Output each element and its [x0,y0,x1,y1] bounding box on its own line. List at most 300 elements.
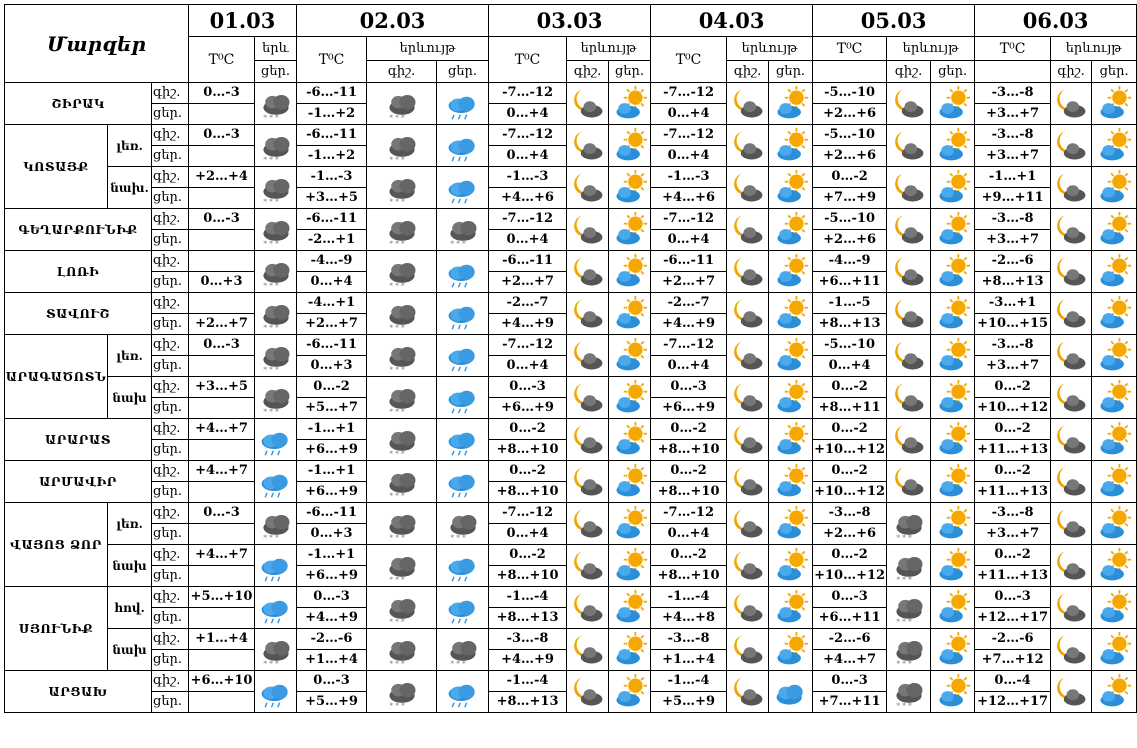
temp-day: +5…+9 [297,692,367,713]
day-label: ցեր. [152,356,189,377]
moon-cloud-icon [567,671,609,713]
moon-cloud-icon [887,293,931,335]
temp-header: T⁰C [297,37,367,83]
temp-day [189,608,255,629]
moon-cloud-icon [887,335,931,377]
subregion-label: հով. [108,587,152,629]
moon-cloud-icon [567,503,609,545]
region-row [5,167,1137,188]
temp-day: +10…+12 [975,398,1051,419]
sun-cloud-icon [769,167,813,209]
svg-text:* * *: * * * [449,238,466,248]
temp-night: +4…+7 [189,545,255,566]
temp-day: +8…+13 [489,692,567,713]
day-label: ցեր. [152,524,189,545]
region-row [5,125,1137,146]
day-label: ցեր. [152,482,189,503]
sun-cloud-icon [1092,125,1137,167]
temp-day: -1…+2 [297,146,367,167]
svg-text:* * *: * * * [895,658,912,668]
sun-cloud-icon [1092,461,1137,503]
temp-night: -2…-7 [489,293,567,314]
sun-cloud-icon [609,209,651,251]
sun-cloud-icon [609,503,651,545]
temp-day: +2…+6 [813,524,887,545]
temp-night: 0…-3 [651,377,727,398]
day-label: ցեր. [152,692,189,713]
temp-night: 0…-3 [489,377,567,398]
snow-icon [437,503,489,545]
temp-day: +3…+7 [975,104,1051,125]
phenomena-header: երևույթ [367,37,489,61]
sun-cloud-icon [1092,587,1137,629]
temp-day: +5…+7 [297,398,367,419]
temp-night: 0…-3 [813,587,887,608]
night-header: գիշ. [727,61,769,83]
sun-cloud-icon [931,671,975,713]
temp-day [189,104,255,125]
temp-day: +10…+12 [813,440,887,461]
moon-cloud-icon [727,167,769,209]
rain-icon [437,461,489,503]
temp-night: -1…+1 [975,167,1051,188]
temp-day: +8…+10 [651,440,727,461]
temp-day: 0…+4 [297,272,367,293]
moon-cloud-icon [727,419,769,461]
sun-cloud-icon [769,335,813,377]
moon-cloud-icon [1051,419,1092,461]
temp-header: T⁰C [813,37,887,61]
temp-day: +3…+7 [975,356,1051,377]
temp-day: 0…+4 [651,230,727,251]
sun-cloud-icon [609,167,651,209]
moon-cloud-icon [1051,83,1092,125]
temp-night: -3…-8 [975,503,1051,524]
temp-day: +5…+9 [651,692,727,713]
temp-day: +11…+13 [975,440,1051,461]
temp-day: 0…+4 [489,146,567,167]
night-label: գիշ. [152,461,189,482]
temp-night [189,251,255,272]
night-header: գիշ. [1051,61,1092,83]
sun-cloud-icon [769,629,813,671]
region-row [5,503,1137,524]
temp-day: 0…+4 [651,146,727,167]
temp-day: 0…+3 [297,524,367,545]
region-row [5,671,1137,692]
moon-cloud-icon [567,125,609,167]
svg-text:* * *: * * * [262,406,279,416]
sun-cloud-icon [769,83,813,125]
night-header: գիշ. [567,61,609,83]
sun-cloud-icon [1092,167,1137,209]
subregion-label: լեռ. [108,125,152,167]
moon-cloud-icon [887,251,931,293]
moon-cloud-icon [887,209,931,251]
rain-icon [437,167,489,209]
temp-day: 0…+4 [651,104,727,125]
rain-icon [437,671,489,713]
moon-cloud-icon [727,83,769,125]
sun-cloud-icon [1092,545,1137,587]
sun-cloud-icon [931,587,975,629]
temp-day: +2…+6 [813,104,887,125]
temp-night: -3…-8 [975,335,1051,356]
temp-day: +6…+9 [297,482,367,503]
sun-cloud-icon [769,461,813,503]
svg-text:* * *: * * * [262,112,279,122]
temp-night: 0…-2 [489,419,567,440]
temp-day: 0…+4 [651,356,727,377]
temp-day: +4…+9 [489,314,567,335]
subregion-label: նախ. [108,167,152,209]
temp-day: 0…+4 [489,104,567,125]
date-1: 01.03 [189,5,297,37]
svg-text:* * *: * * * [388,406,405,416]
sun-cloud-icon [769,503,813,545]
temp-night: -1…-4 [651,671,727,692]
snow-icon [367,83,437,125]
snow-icon [255,167,297,209]
svg-text:* * *: * * * [262,196,279,206]
sun-cloud-icon [769,545,813,587]
rain-icon [437,83,489,125]
sun-cloud-icon [609,293,651,335]
moon-cloud-icon [1051,125,1092,167]
temp-day [189,566,255,587]
moon-cloud-icon [1051,209,1092,251]
region-row [5,419,1137,440]
temp-night: -2…-6 [813,629,887,650]
snow-icon [367,293,437,335]
temp-day: +10…+12 [813,566,887,587]
sun-cloud-icon [931,125,975,167]
moon-cloud-icon [1051,293,1092,335]
day-label: ցեր. [152,398,189,419]
region-row [5,83,1137,104]
svg-text:* * *: * * * [895,616,912,626]
temp-night: -3…-8 [651,629,727,650]
temp-night: -2…-6 [975,629,1051,650]
temp-night: 0…-2 [975,377,1051,398]
sun-cloud-icon [1092,671,1137,713]
sun-cloud-icon [1092,209,1137,251]
temp-night: 0…-3 [189,125,255,146]
night-label: գիշ. [152,545,189,566]
day-header: ցեր. [255,61,297,83]
rain-icon [437,587,489,629]
region-row [5,293,1137,314]
moon-cloud-icon [727,545,769,587]
temp-day: 0…+4 [813,356,887,377]
temp-night: 0…-4 [975,671,1051,692]
temp-night: -6…-11 [297,83,367,104]
temp-night: 0…-2 [489,461,567,482]
night-label: գիշ. [152,587,189,608]
svg-text:* * *: * * * [388,532,405,542]
phenomena-header: երևույթ [1051,37,1137,61]
moon-cloud-icon [567,251,609,293]
temp-day: +2…+6 [813,146,887,167]
day-label: ցեր. [152,146,189,167]
date-2: 02.03 [297,5,489,37]
moon-cloud-icon [567,419,609,461]
forecast-table [4,4,1137,713]
moon-cloud-icon [1051,587,1092,629]
sun-cloud-icon [1092,419,1137,461]
snow-icon [255,629,297,671]
moon-cloud-icon [727,209,769,251]
region-name: ԼՈՌԻ [5,251,152,293]
temp-night: 0…-2 [813,461,887,482]
svg-text:* * *: * * * [388,154,405,164]
temp-night: -3…-8 [975,83,1051,104]
temp-day: +6…+9 [489,398,567,419]
temp-night: +4…+7 [189,419,255,440]
moon-cloud-icon [887,377,931,419]
temp-day: +4…+6 [651,188,727,209]
rain-icon [437,335,489,377]
svg-text:* * *: * * * [388,196,405,206]
subregion-label: լեռ. [108,335,152,377]
sun-cloud-icon [931,293,975,335]
moon-cloud-icon [727,671,769,713]
moon-cloud-icon [887,83,931,125]
night-label: գիշ. [152,503,189,524]
svg-text:* * *: * * * [388,238,405,248]
moon-cloud-icon [567,167,609,209]
day-label: ցեր. [152,272,189,293]
temp-day: +8…+13 [813,314,887,335]
temp-night: -2…-7 [651,293,727,314]
rain-icon [255,419,297,461]
temp-night: 0…-3 [975,587,1051,608]
temp-night: -7…-12 [651,503,727,524]
sun-cloud-icon [931,209,975,251]
snow-icon [255,251,297,293]
sun-cloud-icon [609,377,651,419]
moon-cloud-icon [567,377,609,419]
region-name: ՇԻՐԱԿ [5,83,152,125]
temp-night: -4…-9 [813,251,887,272]
snow-icon [367,503,437,545]
temp-day: +3…+7 [975,146,1051,167]
moon-cloud-icon [727,125,769,167]
rain-icon [437,377,489,419]
moon-cloud-icon [727,587,769,629]
phenomena-header: երև [255,37,297,61]
rain-icon [437,251,489,293]
day-label: ցեր. [152,566,189,587]
snow-icon [367,125,437,167]
moon-cloud-icon [567,335,609,377]
temp-day: +8…+10 [489,440,567,461]
temp-day: +2…+7 [297,314,367,335]
sun-cloud-icon [769,125,813,167]
sun-cloud-icon [1092,293,1137,335]
temp-night: -7…-12 [651,125,727,146]
moon-cloud-icon [887,167,931,209]
temp-night [189,293,255,314]
moon-cloud-icon [1051,461,1092,503]
temp-night: 0…-2 [651,419,727,440]
temp-day: 0…+4 [489,356,567,377]
svg-text:* * *: * * * [388,112,405,122]
rain-icon [437,545,489,587]
temp-night: -2…-6 [975,251,1051,272]
temp-night: -5…-10 [813,335,887,356]
phenomena-header: երևույթ [727,37,813,61]
regions-header: Մարզեր [5,5,189,83]
temp-header: T⁰C [489,37,567,83]
day-label: ցեր. [152,104,189,125]
date-6: 06.03 [975,5,1137,37]
temp-night: 0…-2 [489,545,567,566]
temp-night: 0…-3 [189,503,255,524]
region-row [5,209,1137,230]
night-label: գիշ. [152,125,189,146]
sun-cloud-icon [609,629,651,671]
temp-header: T⁰C [189,37,255,83]
temp-day: +11…+13 [975,482,1051,503]
snow-icon [255,503,297,545]
sun-cloud-icon [931,251,975,293]
day-header: ցեր. [437,61,489,83]
rain-icon [437,125,489,167]
region-row [5,545,1137,566]
night-label: գիշ. [152,629,189,650]
temp-day: +8…+13 [975,272,1051,293]
svg-text:* * *: * * * [262,658,279,668]
temp-day: 0…+4 [489,524,567,545]
temp-night: -4…-9 [297,251,367,272]
svg-text:* * *: * * * [449,532,466,542]
moon-cloud-icon [727,293,769,335]
sun-cloud-icon [609,545,651,587]
temp-night: +2…+4 [189,167,255,188]
temp-night: 0…-3 [189,83,255,104]
phenomena-header: երևույթ [887,37,975,61]
night-label: գիշ. [152,335,189,356]
temp-day [189,524,255,545]
rain-cloud-icon [769,671,813,713]
rain-icon [255,587,297,629]
temp-night: 0…-3 [189,335,255,356]
svg-text:* * *: * * * [388,322,405,332]
region-row [5,587,1137,608]
moon-cloud-icon [567,293,609,335]
sun-cloud-icon [931,167,975,209]
temp-day: +6…+9 [651,398,727,419]
temp-day: +7…+12 [975,650,1051,671]
temp-night: 0…-2 [651,461,727,482]
sun-cloud-icon [931,335,975,377]
temp-day: +2…+7 [651,272,727,293]
snow-icon [367,671,437,713]
sun-cloud-icon [609,125,651,167]
region-row [5,629,1137,650]
moon-cloud-icon [727,335,769,377]
svg-text:* * *: * * * [449,658,466,668]
temp-night: -7…-12 [651,83,727,104]
temp-day [189,146,255,167]
temp-night: -3…+1 [975,293,1051,314]
night-label: գիշ. [152,209,189,230]
moon-cloud-icon [1051,545,1092,587]
rain-icon [255,461,297,503]
temp-day [189,188,255,209]
phenomena-header: երևույթ [567,37,651,61]
temp-day: +2…+6 [813,230,887,251]
svg-text:* * *: * * * [895,532,912,542]
temp-day: +3…+7 [975,230,1051,251]
temp-night: -6…-11 [651,251,727,272]
temp-day: +1…+4 [651,650,727,671]
night-label: գիշ. [152,293,189,314]
snow-icon [367,419,437,461]
region-name: ԿՈՏԱՅՔ [5,125,108,209]
day-label: ցեր. [152,314,189,335]
temp-day: +9…+11 [975,188,1051,209]
sun-cloud-icon [1092,251,1137,293]
sun-cloud-icon [609,335,651,377]
temp-night: -6…-11 [489,251,567,272]
sun-cloud-icon [769,587,813,629]
date-5: 05.03 [813,5,975,37]
rain-icon [437,293,489,335]
snow-icon [367,461,437,503]
snow-icon [255,125,297,167]
snow-icon [255,209,297,251]
temp-day: +8…+11 [813,398,887,419]
temp-day [189,482,255,503]
day-header: ցեր. [931,61,975,83]
moon-cloud-icon [1051,671,1092,713]
snow-icon [367,377,437,419]
temp-day: +1…+4 [297,650,367,671]
temp-day: 0…+4 [651,524,727,545]
sun-cloud-icon [1092,83,1137,125]
sun-cloud-icon [1092,335,1137,377]
night-header: գիշ. [887,61,931,83]
region-name: ԳԵՂԱՐՔՈՒՆԻՔ [5,209,152,251]
temp-header: T⁰C [975,37,1051,61]
snow-icon [887,671,931,713]
moon-cloud-icon [727,461,769,503]
snow-icon [367,629,437,671]
svg-text:* * *: * * * [388,448,405,458]
temp-night: -5…-10 [813,125,887,146]
temp-night: -1…-5 [813,293,887,314]
moon-cloud-icon [567,461,609,503]
svg-text:* * *: * * * [895,700,912,710]
temp-night: 0…-2 [297,377,367,398]
svg-text:* * *: * * * [262,364,279,374]
snow-icon [255,83,297,125]
temp-day: +6…+11 [813,272,887,293]
temp-day: +11…+13 [975,566,1051,587]
temp-day: +7…+11 [813,692,887,713]
snow-icon [887,545,931,587]
temp-day: +7…+9 [813,188,887,209]
night-label: գիշ. [152,83,189,104]
temp-night: -4…+1 [297,293,367,314]
subregion-label: նախ [108,629,152,671]
temp-night: -7…-12 [489,335,567,356]
temp-day: +6…+11 [813,608,887,629]
sun-cloud-icon [609,461,651,503]
sun-cloud-icon [931,83,975,125]
